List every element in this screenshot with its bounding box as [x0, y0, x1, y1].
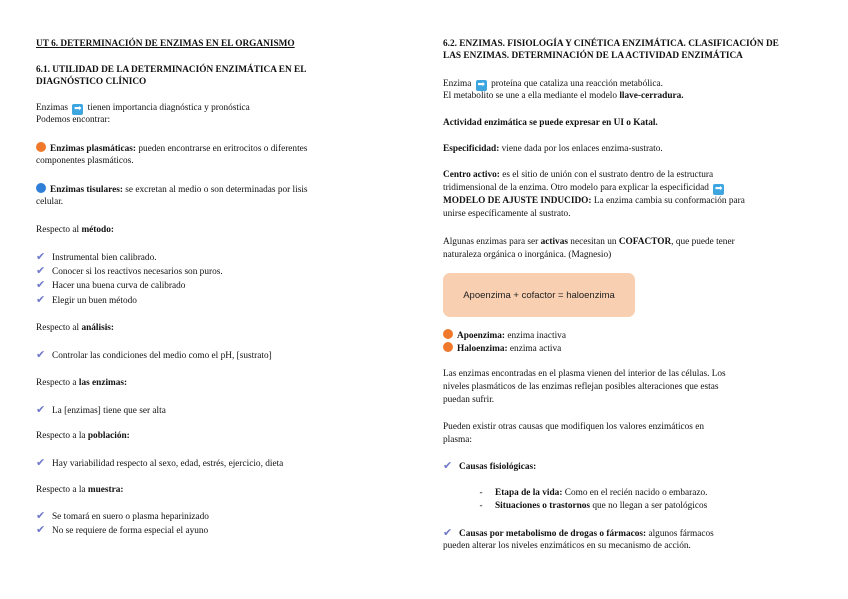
cofactor-line-1: Algunas enzimas para ser activas necesitan un COFACTOR, que puede tener [443, 237, 735, 247]
cofactor-line-2: naturaleza orgánica o inorgánica. (Magnesio) [443, 250, 612, 260]
section-title-6-1-line2: DIAGNÓSTICO CLÍNICO [36, 77, 147, 87]
analisis-item: ✔ Controlar las condiciones del medio como el pH, [sustrato] [36, 348, 272, 361]
arrow-right-icon: ➡ [74, 104, 82, 114]
section-title-6-2-line1: 6.2. ENZIMAS. FISIOLOGÍA Y CINÉTICA ENZIMÁTICA. CLASIFICACIÓN DE [443, 39, 779, 49]
apoenzima-line: Apoenzima: enzima inactiva [443, 329, 566, 342]
especificidad-line: Especificidad: viene dada por los enlaces enzima-sustrato. [443, 144, 663, 154]
causas-line-1: Pueden existir otras causas que modifiquen los valores enzimáticos en [443, 422, 705, 432]
check-icon: ✔ [443, 526, 453, 539]
poblacion-heading: Respecto a la población: [36, 431, 130, 441]
plasma-line-2: componentes plasmáticos. [36, 156, 134, 166]
orange-dot-icon [443, 342, 453, 352]
arrow-right-icon: ➡ [714, 184, 723, 194]
plasma-label: Enzimas plasmáticas: [50, 144, 136, 154]
metodo-item: ✔ Instrumental bien calibrado. [36, 250, 157, 263]
check-icon: ✔ [443, 459, 453, 472]
situaciones-item: - Situaciones o trastornos que no llegan a ser patológicos [479, 501, 708, 511]
centro-line-1: Centro activo: es el sitio de unión con el sustrato dentro de la estructura [443, 170, 714, 180]
haloenzima-line: Haloenzima: enzima activa [443, 342, 561, 355]
actividad-line: Actividad enzimática se puede expresar en UI o Katal. [443, 118, 658, 128]
orange-dot-icon [443, 329, 453, 339]
check-icon: ✔ [36, 278, 46, 291]
enzimas-item: ✔ La [enzimas] tiene que ser alta [36, 403, 166, 416]
plasma-origin-line-3: puedan sufrir. [443, 395, 495, 405]
muestra-heading: Respecto a la muestra: [36, 485, 124, 495]
section-title-6-1-line1: 6.1. UTILIDAD DE LA DETERMINACIÓN ENZIMÁTICA EN EL [36, 65, 307, 75]
unit-title: UT 6. DETERMINACIÓN DE ENZIMAS EN EL ORGANISMO [36, 39, 295, 49]
plasma-line-1 [36, 142, 307, 155]
check-icon: ✔ [36, 348, 46, 361]
formula-box [443, 273, 635, 317]
check-icon: ✔ [36, 456, 46, 469]
causas-drogas-line-2: pueden alterar los niveles enzimáticos en su mecanismo de acción. [443, 541, 691, 551]
poblacion-item: ✔ Hay variabilidad respecto al sexo, edad, estrés, ejercicio, dieta [36, 456, 284, 469]
metodo-item: ✔ Conocer si los reactivos necesarios son puros. [36, 264, 223, 277]
check-icon: ✔ [36, 509, 46, 522]
plasma-origin-line-1: Las enzimas encontradas en el plasma vienen del interior de las células. Los [443, 369, 726, 379]
analisis-heading: Respecto al análisis: [36, 323, 114, 333]
causas-drogas-line-1: ✔ Causas por metabolismo de drogas o fármacos: algunos fármacos [443, 526, 714, 539]
tisular-label: Enzimas tisulares: [50, 185, 123, 195]
check-icon: ✔ [36, 403, 46, 416]
muestra-item: ✔ Se tomará en suero o plasma heparinizado [36, 509, 209, 522]
etapa-vida-item: - Etapa de la vida: Como en el recién nacido o embarazo. [479, 488, 708, 498]
plasma-text-1: pueden encontrarse en eritrocitos o diferentes [136, 144, 308, 154]
arrow-right-icon: ➡ [477, 80, 485, 90]
section-title-6-2-line2: LAS ENZIMAS. DETERMINACIÓN DE LA ACTIVIDAD ENZIMÁTICA [443, 51, 743, 61]
metodo-item: ✔ Hacer una buena curva de calibrado [36, 278, 186, 291]
blue-dot-icon [36, 183, 46, 193]
orange-dot-icon [36, 142, 46, 152]
tisular-text-1: se excretan al medio o son determinadas por lisis [122, 185, 308, 195]
causas-line-2: plasma: [443, 435, 472, 445]
tisular-line-1 [36, 183, 308, 196]
enzima-definition: Enzima ➡ proteína que cataliza una reacción metabólica. [443, 79, 663, 90]
formula-text: Apoenzima + cofactor = haloenzima [463, 289, 615, 301]
centro-line-2: tridimensional de la enzima. Otro modelo para explicar la especificidad ➡ [443, 183, 723, 194]
check-icon: ✔ [36, 250, 46, 263]
enzimas-heading: Respecto a las enzimas: [36, 378, 128, 388]
metodo-heading: Respecto al método: [36, 225, 114, 235]
plasma-origin-line-2: niveles plasmáticos de las enzimas reflejan posibles alteraciones que estas [443, 382, 719, 392]
check-icon: ✔ [36, 293, 46, 306]
check-icon: ✔ [36, 264, 46, 277]
centro-line-4: unirse específicamente al sustrato. [443, 209, 571, 219]
tisular-line-2: celular. [36, 197, 64, 207]
muestra-item: ✔ No se requiere de forma especial el ayuno [36, 523, 209, 536]
centro-line-3: MODELO DE AJUSTE INDUCIDO: La enzima cambia su conformación para [443, 196, 745, 206]
intro-line-2: Podemos encontrar: [36, 115, 111, 125]
causas-fisiologicas: ✔ Causas fisiológicas: [443, 459, 537, 472]
metodo-item: ✔ Elegir un buen método [36, 293, 137, 306]
intro-text: tienen importancia diagnóstica y pronóstica [87, 103, 250, 113]
check-icon: ✔ [36, 523, 46, 536]
intro-enzimas: Enzimas [36, 103, 69, 113]
metabolito-line: El metabolito se une a ella mediante el modelo llave-cerradura. [443, 91, 684, 101]
